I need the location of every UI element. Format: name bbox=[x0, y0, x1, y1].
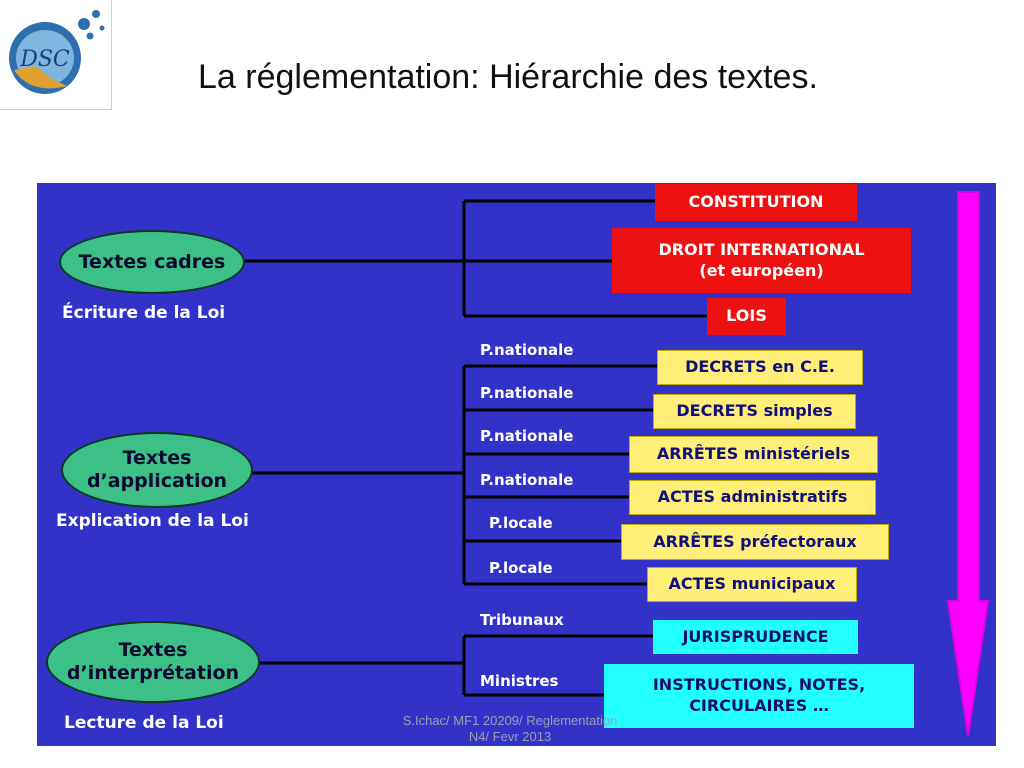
group-ellipse-textes-cadres: Textes cadres bbox=[59, 230, 245, 294]
branch-label: P.locale bbox=[489, 559, 553, 577]
box-arretes-ministeriels: ARRÊTES ministériels bbox=[629, 436, 878, 473]
branch-label: P.nationale bbox=[480, 341, 574, 359]
branch-label: P.nationale bbox=[480, 427, 574, 445]
group-sublabel-explication: Explication de la Loi bbox=[56, 511, 249, 531]
branch-label: P.nationale bbox=[480, 471, 574, 489]
box-decrets-simples: DECRETS simples bbox=[653, 394, 856, 429]
box-decrets-ce: DECRETS en C.E. bbox=[657, 350, 863, 385]
branch-label: Ministres bbox=[480, 672, 559, 690]
group-sublabel-ecriture: Écriture de la Loi bbox=[62, 303, 226, 323]
box-lois: LOIS bbox=[707, 298, 786, 335]
box-arretes-prefectoraux: ARRÊTES préfectoraux bbox=[621, 524, 889, 560]
box-jurisprudence: JURISPRUDENCE bbox=[653, 620, 858, 654]
descending-arrow bbox=[948, 192, 988, 736]
hierarchy-diagram bbox=[37, 183, 996, 746]
box-actes-administratifs: ACTES administratifs bbox=[629, 480, 876, 515]
dsc-logo bbox=[0, 0, 112, 110]
footer-credit: S.Ichac/ MF1 20209/ Reglementation N4/ Fevr 2013 bbox=[402, 713, 618, 744]
box-actes-municipaux: ACTES municipaux bbox=[647, 567, 857, 602]
group-ellipse-textes-interpretation: Textes d’interprétation bbox=[46, 621, 260, 703]
group-ellipse-textes-application: Textes d’application bbox=[61, 432, 253, 508]
page-title: La réglementation: Hiérarchie des textes. bbox=[198, 58, 818, 96]
branch-label: P.locale bbox=[489, 514, 553, 532]
dsc-logo-graphic bbox=[0, 0, 111, 109]
group-sublabel-lecture: Lecture de la Loi bbox=[64, 713, 224, 733]
branch-label: Tribunaux bbox=[480, 611, 564, 629]
box-instructions-circulaires: INSTRUCTIONS, NOTES, CIRCULAIRES … bbox=[604, 664, 914, 728]
box-constitution: CONSTITUTION bbox=[655, 184, 857, 221]
box-droit-international: DROIT INTERNATIONAL (et européen) bbox=[612, 228, 911, 293]
branch-label: P.nationale bbox=[480, 384, 574, 402]
svg-text:DSC: DSC bbox=[20, 47, 70, 72]
